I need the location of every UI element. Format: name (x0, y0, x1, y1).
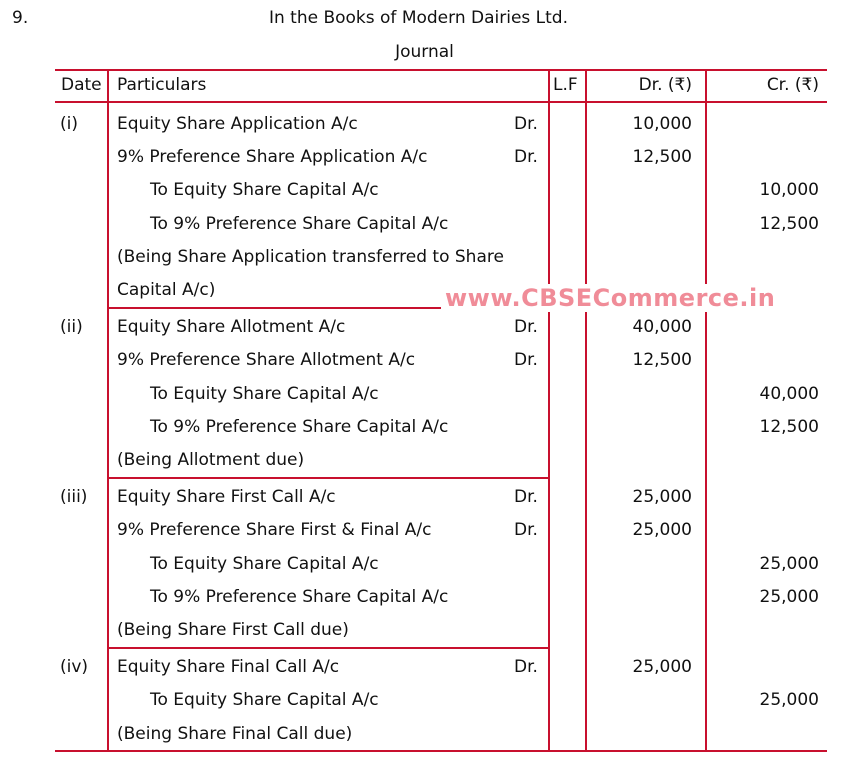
debit-marker: Dr. (514, 114, 538, 134)
narration-text: (Being Allotment due) (117, 450, 305, 470)
credit-amount: 12,500 (759, 416, 819, 437)
credit-amount: 25,000 (759, 586, 819, 607)
narration-text: (Being Share First Call due) (117, 620, 349, 640)
debit-amount: 25,000 (632, 657, 692, 678)
account-name: Equity Share Final Call A/c (117, 657, 340, 678)
debit-marker: Dr. (514, 657, 538, 678)
debit-amount: 12,500 (632, 147, 692, 168)
header-cr: Cr. (₹) (766, 75, 819, 95)
debit-marker: Dr. (514, 520, 538, 541)
lf-column-divider (585, 69, 587, 752)
account-name: To Equity Share Capital A/c (150, 383, 379, 404)
watermark: www.CBSECommerce.in (441, 284, 779, 312)
debit-marker: Dr. (514, 147, 538, 168)
debit-amount: 25,000 (632, 487, 692, 508)
account-name: To 9% Preference Share Capital A/c (150, 213, 449, 234)
page-title (0, 8, 849, 28)
narration-text: (Being Share Application transferred to Share (117, 246, 504, 267)
journal-heading (0, 42, 849, 62)
credit-amount: 25,000 (759, 690, 819, 711)
account-name: To 9% Preference Share Capital A/c (150, 416, 449, 437)
narration-text: Capital A/c) (117, 280, 216, 300)
debit-amount: 40,000 (632, 317, 692, 338)
entry-date: (ii) (60, 317, 83, 338)
debit-amount: 12,500 (632, 350, 692, 371)
debit-marker: Dr. (514, 350, 538, 371)
debit-marker: Dr. (514, 487, 538, 508)
credit-amount: 25,000 (759, 553, 819, 574)
credit-amount: 10,000 (759, 180, 819, 201)
entry-separator (107, 477, 550, 479)
page-title-text: In the Books of Modern Dairies Ltd. (268, 8, 569, 28)
header-date: Date (61, 75, 102, 95)
dr-column-divider (705, 69, 707, 752)
entry-date: (iii) (60, 487, 88, 508)
account-name: 9% Preference Share First & Final A/c (117, 520, 432, 541)
debit-amount: 25,000 (632, 520, 692, 541)
journal-heading-text: Journal (395, 42, 454, 62)
credit-amount: 40,000 (759, 383, 819, 404)
account-name: To Equity Share Capital A/c (150, 180, 379, 201)
account-name: To 9% Preference Share Capital A/c (150, 586, 449, 607)
table-header-rule (55, 101, 827, 103)
entry-date: (iv) (60, 657, 89, 678)
credit-amount: 12,500 (759, 213, 819, 234)
account-name: Equity Share Allotment A/c (117, 317, 346, 338)
account-name: To Equity Share Capital A/c (150, 690, 379, 711)
account-name: Equity Share First Call A/c (117, 487, 336, 508)
question-number: 9. (12, 8, 29, 28)
entry-date: (i) (60, 114, 78, 134)
debit-amount: 10,000 (632, 114, 692, 134)
account-name: 9% Preference Share Application A/c (117, 147, 428, 168)
debit-marker: Dr. (514, 317, 538, 338)
date-column-divider (107, 69, 109, 752)
account-name: 9% Preference Share Allotment A/c (117, 350, 416, 371)
entry-separator (107, 647, 550, 649)
header-particulars: Particulars (117, 75, 207, 95)
narration-text: (Being Share Final Call due) (117, 723, 353, 744)
account-name: Equity Share Application A/c (117, 114, 358, 134)
table-top-rule (55, 69, 827, 71)
header-lf: L.F (553, 75, 578, 95)
particulars-column-divider (548, 69, 550, 752)
header-dr: Dr. (₹) (638, 75, 692, 95)
account-name: To Equity Share Capital A/c (150, 553, 379, 574)
